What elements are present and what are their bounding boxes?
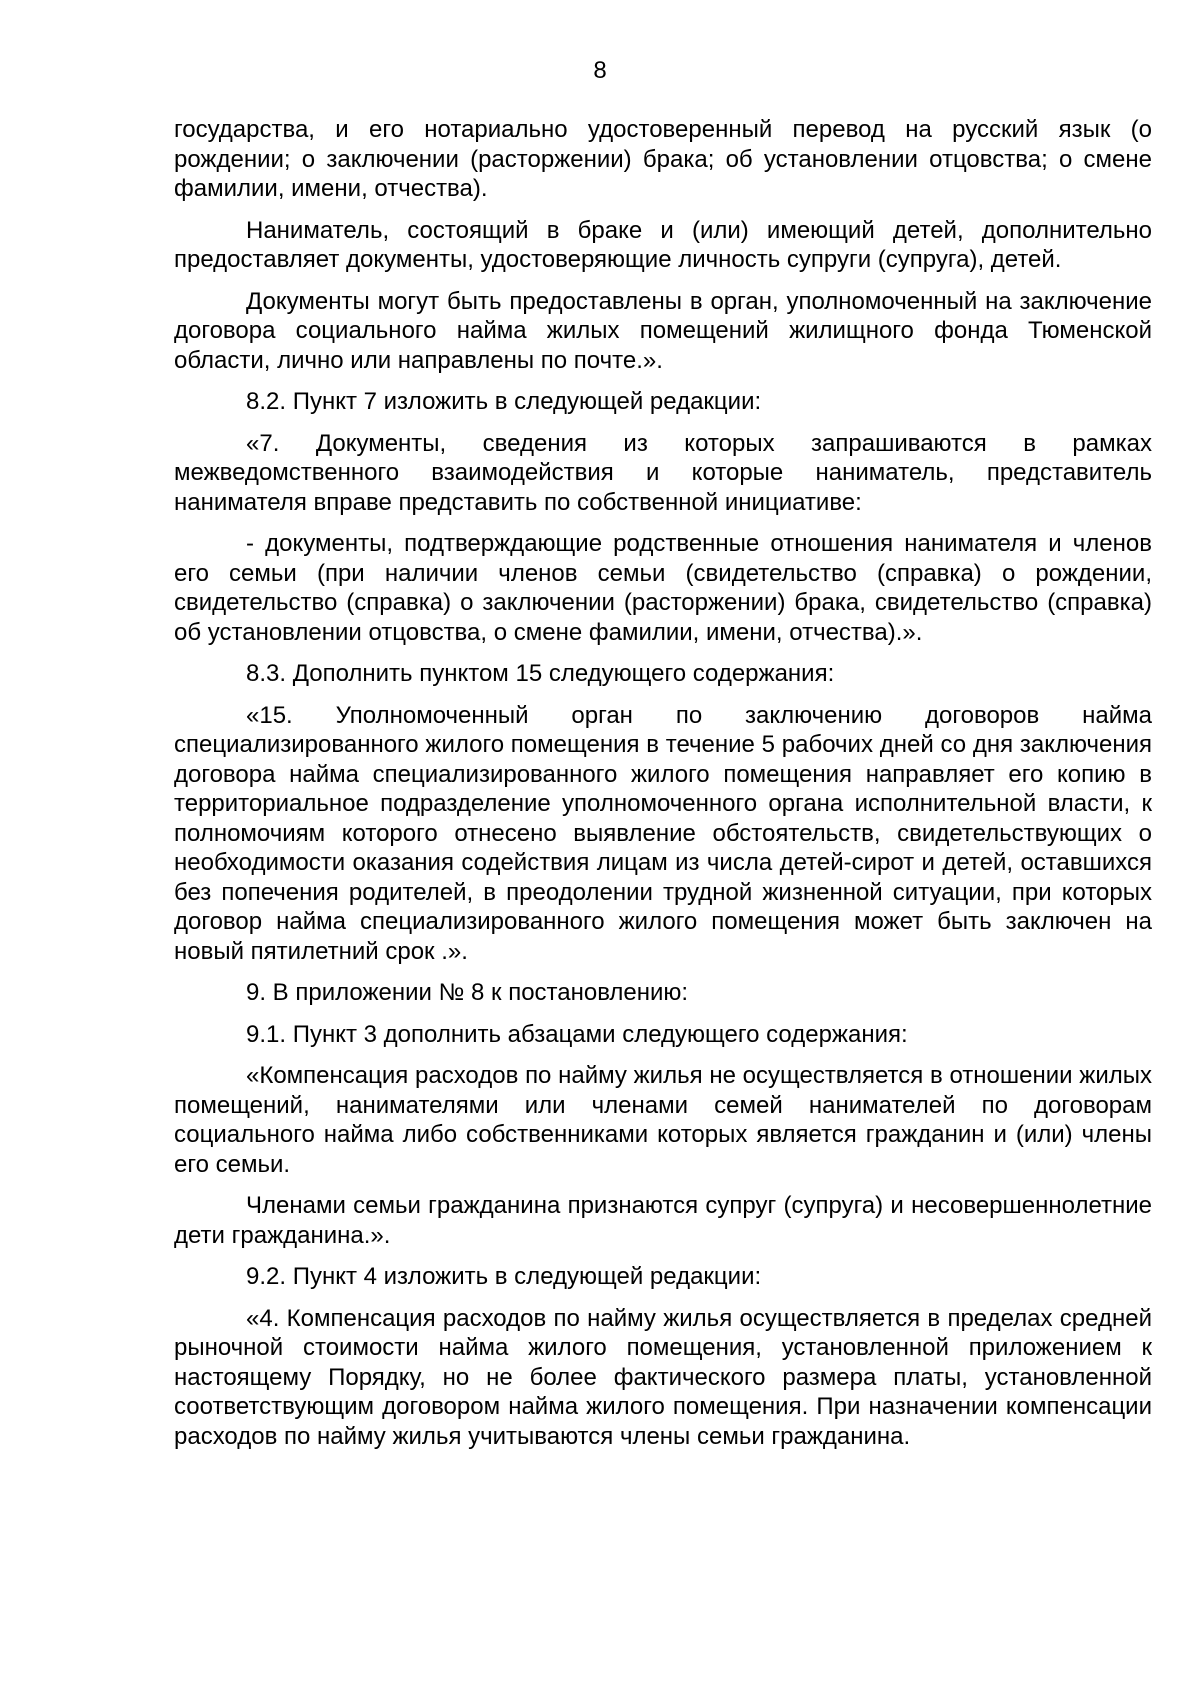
paragraph-5: «7. Документы, сведения из которых запрашиваются в рамках межведомственного взаимодействия и которые наниматель, представитель нанимателя вправе представить по собственной инициативе: <box>174 429 1152 516</box>
document-body <box>174 115 1152 1463</box>
paragraph-9: 9. В приложении № 8 к постановлению: <box>246 979 689 1006</box>
paragraph-10: 9.1. Пункт 3 дополнить абзацами следующего содержания: <box>246 1020 908 1048</box>
paragraph-12: Членами семьи гражданина признаются супруг (супруга) и несовершеннолетние дети гражданина.». <box>174 1192 1152 1249</box>
paragraph-4: 8.2. Пункт 7 изложить в следующей редакции: <box>246 388 762 415</box>
paragraph-6: - документы, подтверждающие родственные отношения нанимателя и членов его семьи (при наличии членов семьи (свидетельство (справка) о рождении, свидетельство (справка) о заключении (расторжении) брака, свидетельство (справка) об установлении отцовства, о смене фамилии, имени, отчества).». <box>174 530 1152 646</box>
paragraph-2: Наниматель, состоящий в браке и (или) имеющий детей, дополнительно предоставляет документы, удостоверяющие личность супруги (супруга), детей. <box>174 216 1152 273</box>
paragraph-7: 8.3. Дополнить пунктом 15 следующего содержания: <box>246 660 835 687</box>
paragraph-14: «4. Компенсация расходов по найму жилья осуществляется в пределах средней рыночной стоимости найма жилого помещения, установленной приложением к настоящему Порядку, но не более фактического размера платы, установленной соответствующим договором найма жилого помещения. При назначении компенсации расходов по найму жилья учитываются члены семьи гражданина. <box>174 1304 1152 1450</box>
paragraph-11: «Компенсация расходов по найму жилья не осуществляется в отношении жилых помещений, нанимателями или членами семей нанимателей по договорам социального найма либо собственниками которых является гражданин и (или) члены его семьи. <box>174 1062 1152 1178</box>
paragraph-3: Документы могут быть предоставлены в орган, уполномоченный на заключение договора социального найма жилых помещений жилищного фонда Тюменской области, лично или направлены по почте.». <box>174 287 1152 374</box>
paragraph-8: «15. Уполномоченный орган по заключению договоров найма специализированного жилого помещения в течение 5 рабочих дней со дня заключения договора найма специализированного жилого помещения направляет его копию в территориальное подразделение уполномоченного органа исполнительной власти, к полномочиям которого отнесено выявление обстоятельств, свидетельствующих о необходимости оказания содействия лицам из числа детей-сирот и детей, оставшихся без попечения родителей, в преодолении трудной жизненной ситуации, при которых договор найма специализированного жилого помещения может быть заключен на новый пятилетний срок .». <box>174 701 1152 965</box>
paragraph-1: государства, и его нотариально удостоверенный перевод на русский язык (о рождении; о заключении (расторжении) брака; об установлении отцовства; о смене фамилии, имени, отчества). <box>174 116 1152 202</box>
paragraph-13: 9.2. Пункт 4 изложить в следующей редакции: <box>246 1263 762 1290</box>
page-number: 8 <box>593 57 607 84</box>
